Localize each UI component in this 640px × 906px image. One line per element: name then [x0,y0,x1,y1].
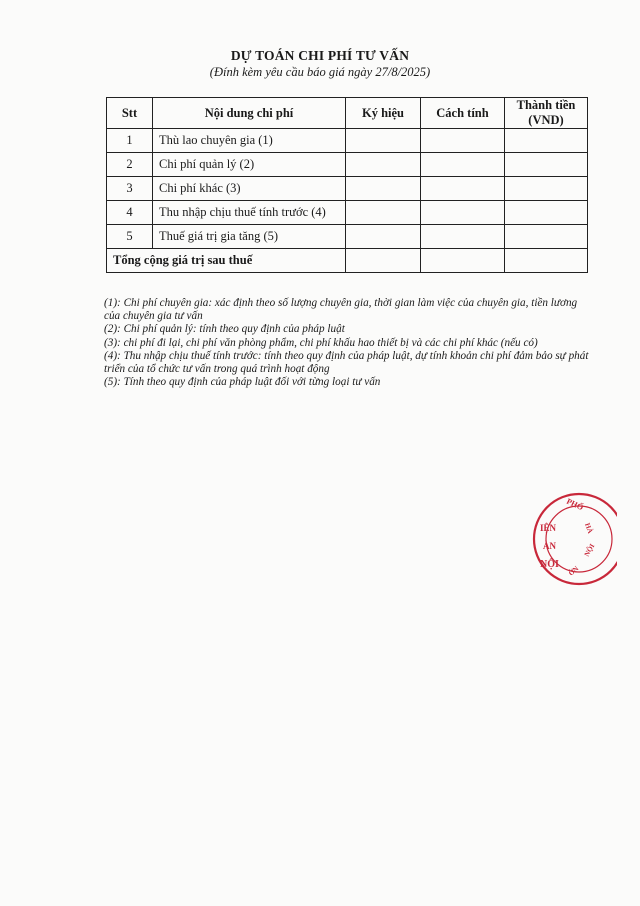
header-method: Cách tính [421,98,505,129]
seal-arc-text: PHỐ [565,496,585,513]
row-content: Thù lao chuyên gia (1) [153,129,346,153]
row-stt: 5 [107,225,153,249]
document-title: DỰ TOÁN CHI PHÍ TƯ VẤN [230,48,410,63]
row-stt: 1 [107,129,153,153]
seal-center-text: ÀN [543,541,556,551]
row-symbol-cell [346,225,421,249]
row-symbol-cell [346,153,421,177]
seal-arc-text: HÀ [583,521,595,535]
row-amount-cell [505,129,588,153]
total-amount-cell [505,249,588,273]
footnote-4: (4): Thu nhập chịu thuế tính trước: tính theo quy định của pháp luật, dự tính khoản chi phí đảm bảo sự phát triển của tổ chức tư vấn trong quá trình hoạt động [104,349,589,376]
row-symbol-cell [346,129,421,153]
total-row [107,249,588,273]
header-amount: Thành tiền (VND) [505,98,588,129]
seal-arc-text: NỘI [582,542,597,558]
row-symbol-cell [346,201,421,225]
header-content: Nội dung chi phí [153,98,346,129]
total-symbol-cell [346,249,421,273]
footnote-1: (1): Chi phí chuyên gia: xác định theo số lượng chuyên gia, thời gian làm việc của chuyên gia, tiền lương của chuyên gia tư vấn [104,297,578,323]
total-method-cell [421,249,505,273]
row-amount-cell [505,225,588,249]
header-stt: Stt [107,98,153,129]
row-stt: 3 [107,177,153,201]
row-method-cell [421,201,505,225]
row-method-cell [421,177,505,201]
seal-center-text: IỆN [540,523,557,533]
total-label: Tổng cộng giá trị sau thuế [107,249,346,273]
seal-icon [527,487,617,593]
row-content: Thuế giá trị gia tăng (5) [153,225,346,249]
row-method-cell [421,225,505,249]
table-row [107,177,588,201]
row-stt: 2 [107,153,153,177]
footnote-5: (5): Tính theo quy định của pháp luật đối với từng loại tư vấn [104,376,381,389]
row-amount-cell [505,177,588,201]
row-stt: 4 [107,201,153,225]
document-subtitle: (Đính kèm yêu cầu báo giá ngày 27/8/2025) [209,65,431,79]
seal-arc-text: ỚN [567,564,581,578]
row-content: Thu nhập chịu thuế tính trước (4) [153,201,346,225]
footnotes [104,297,589,389]
row-symbol-cell [346,177,421,201]
row-method-cell [421,129,505,153]
row-method-cell [421,153,505,177]
table-header-row [107,98,588,129]
table-row [107,225,588,249]
table-row [107,201,588,225]
seal-center-text: NỘI [540,559,559,570]
row-amount-cell [505,153,588,177]
row-content: Chi phí quản lý (2) [153,153,346,177]
row-amount-cell [505,201,588,225]
row-content: Chi phí khác (3) [153,177,346,201]
footnote-3: (3): chi phí đi lại, chi phí văn phòng phẩm, chi phí khấu hao thiết bị và các chi phí khác (nếu có) [104,336,538,349]
footnote-2: (2): Chi phí quản lý: tính theo quy định của pháp luật [104,323,345,336]
red-seal-stamp [527,487,617,593]
table-row [107,129,588,153]
table-row [107,153,588,177]
cost-estimate-table [106,97,588,273]
header-symbol: Ký hiệu [346,98,421,129]
